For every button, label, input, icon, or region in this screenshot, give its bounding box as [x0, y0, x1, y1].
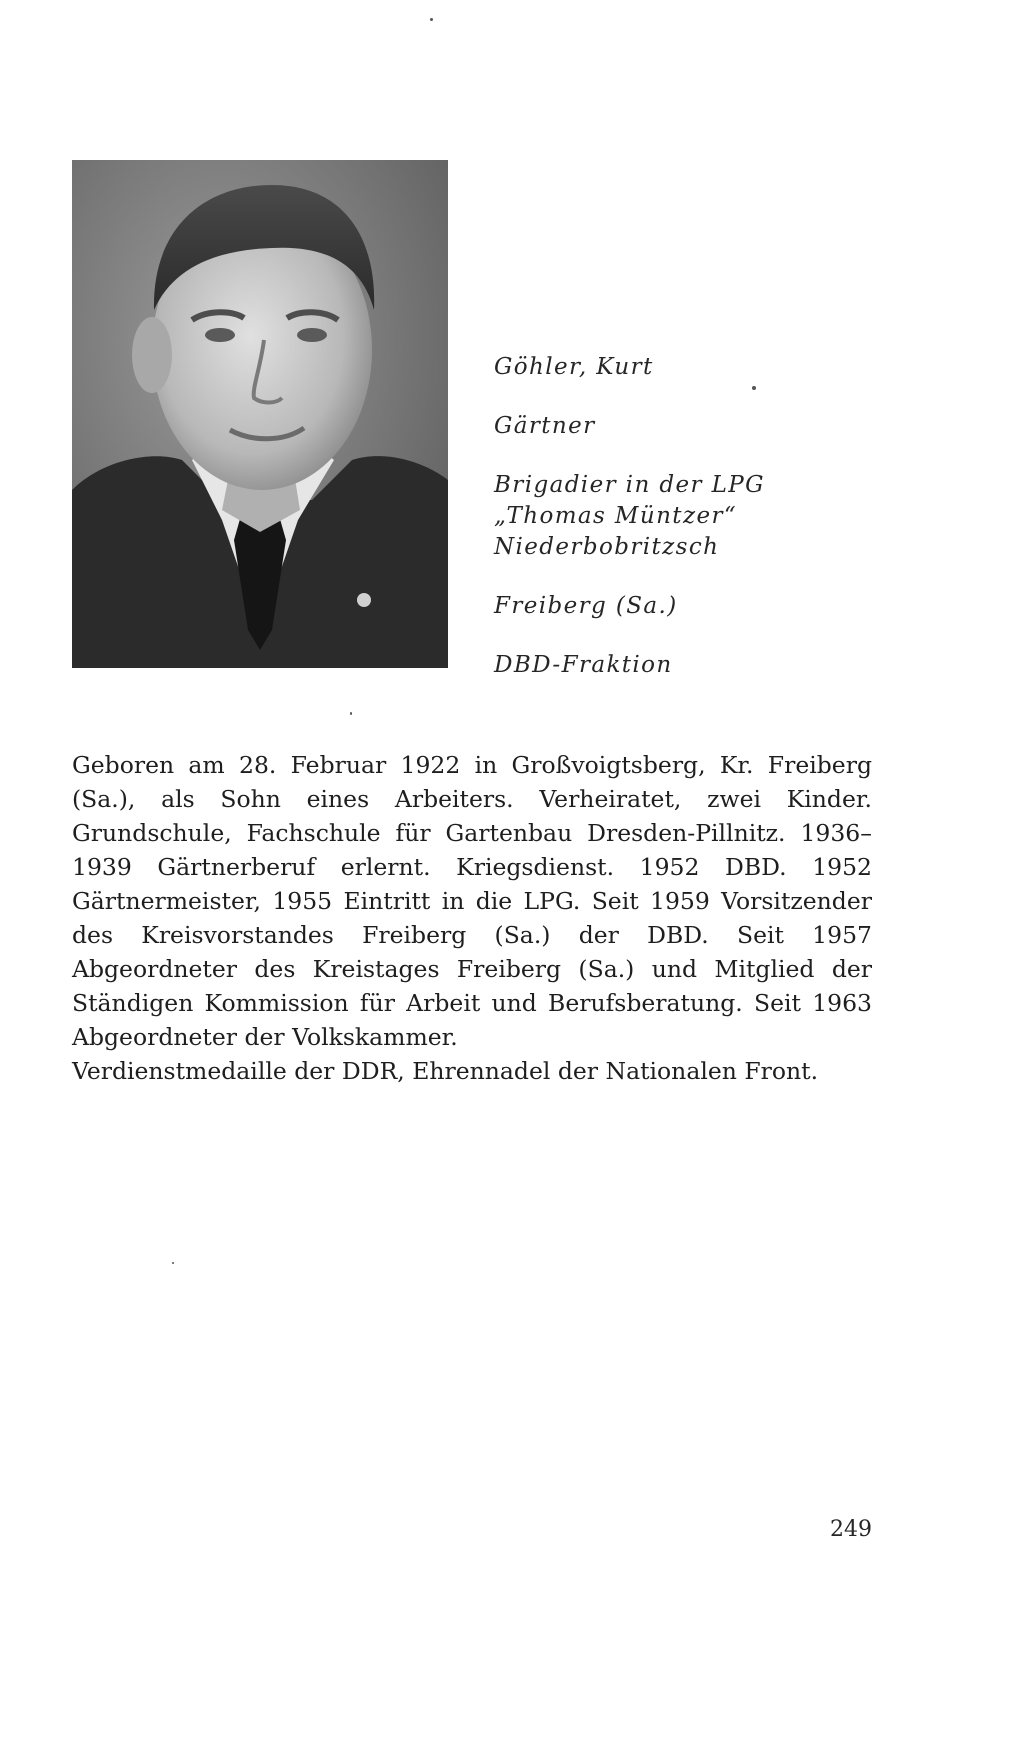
awards-paragraph: Verdienstmedaille der DDR, Ehrennadel der Nationalen Front.	[72, 1057, 819, 1085]
member-position-line: „Thomas Müntzer“	[494, 503, 738, 529]
member-profession: Gärtner	[494, 413, 596, 439]
portrait-photo	[72, 160, 448, 668]
member-constituency: Freiberg (Sa.)	[494, 593, 678, 619]
member-info-box	[494, 352, 894, 681]
print-speck	[172, 1262, 174, 1264]
member-name: Göhler, Kurt	[494, 354, 654, 380]
member-position-line: Niederbobritzsch	[494, 534, 720, 560]
print-speck	[430, 18, 433, 21]
portrait-photo-icon	[72, 160, 448, 668]
print-speck	[350, 712, 352, 715]
member-position-line: Brigadier in der LPG	[494, 472, 765, 498]
page-number: 249	[830, 1517, 872, 1542]
biography-paragraph: Geboren am 28. Februar 1922 in Großvoigtsberg, Kr. Freiberg (Sa.), als Sohn eines Arbeiters. Verheiratet, zwei Kinder. Grundschule, Fachschule für Gartenbau Dresden-Pillnitz. 1936–1939 Gärtnerberuf erlernt. Kriegsdienst. 1952 DBD. 1952 Gärtnermeister, 1955 Eintritt in die LPG. Seit 1959 Vorsitzender des Kreisvorstandes Freiberg (Sa.) der DBD. Seit 1957 Abgeordneter des Kreistages Freiberg (Sa.) und Mitglied der Ständigen Kommission für Arbeit und Berufsberatung. Seit 1963 Abgeordneter der Volkskammer.	[72, 751, 872, 1051]
member-faction: DBD-Fraktion	[494, 652, 673, 678]
